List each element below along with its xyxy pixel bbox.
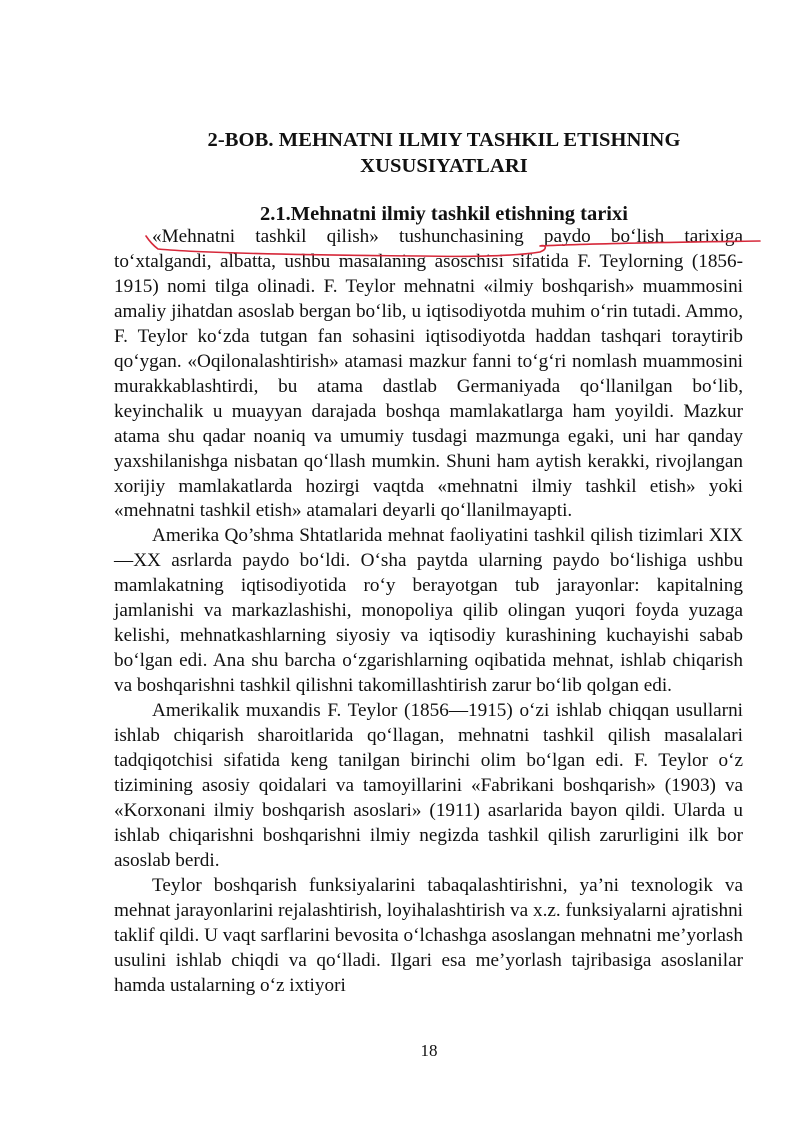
paragraph-2: Amerika Qo’shma Shtatlarida mehnat faoliyatini tashkil qilish tizimlari XIX—XX asrlarda paydo bo‘ldi. O‘sha paytda ularning paydo bo‘lishiga ushbu mamlakatning iqtisodiyotida ro‘y berayotgan tub jarayonlar: kapitalning jamlanishi va markazlashishi, monopoliya qilib olingan yuqori foyda yuzaga kelishi, mehnatkashlarning siyosiy va iqtisodiy kurashining kuchayishi sabab bo‘lgan edi. Ana shu barcha o‘zgarishlarning oqibatida mehnat, ishlab chiqarish va boshqarishni tashkil qilishni takomillashtirish zarur bo‘lib qolgan edi. — [114, 525, 743, 697]
chapter-title — [100, 127, 788, 179]
paragraph-4: Teylor boshqarish funksiyalarini tabaqalashtirishni, ya’ni texnologik va mehnat jarayonlarini rejalashtirish, loyihalashtirish va x.z. funksiyalarni ajratishni taklif qildi. U vaqt sarflarini bevosita o‘lchashga asoslangan mehnatni me’yorlash usulini ishlab chiqdi va qo‘lladi. Ilgari esa me’yorlash tajribasiga asoslanilar hamda ustalarning o‘z ixtiyori — [114, 874, 743, 996]
chapter-title-line-2: XUSUSIYATLARI — [360, 155, 528, 177]
section-title: 2.1.Mehnatni ilmiy tashkil etishning tarixi — [260, 203, 628, 225]
paragraph-1: «Mehnatni tashkil qilish» tushunchasining paydo bo‘lish tarixiga to‘xtalgandi, albatta, ushbu masalaning asoschisi sifatida F. Teylorning (1856-1915) nomi tilga olinadi. F. Teylor mehnatni «ilmiy boshqarish» muammosini amaliy jihatdan asoslab bergan bo‘lib, u iqtisodiyotda muhim o‘rin tutadi. Ammo, F. Teylor ko‘zda tutgan fan sohasini iqtisodiyotda haddan tashqari toraytirib qo‘ygan. «Oqilonalashtirish» atamasi mazkur fanni to‘g‘ri nomlash muammosini murakkablashtirdi, bu atama dastlab Germaniyada qo‘llanilgan bo‘lib, keyinchalik u muayyan darajada boshqa mamlakatlarga ham yoyildi. Mazkur atama shu qadar noaniq va umumiy tusdagi mazmunga egaki, uni har qanday yaxshilanishga nisbatan qo‘llash mumkin. Shuni ham aytish kerakki, rivojlangan xorijiy mamlakatlarda hozirgi vaqtda «mehnatni ilmiy tashkil etish» yoki «mehnatni tashkil etish» atamalari deyarli qo‘llanilmayapti. — [114, 226, 743, 522]
body-text — [114, 225, 743, 999]
chapter-title-line-1: 2-BOB. MEHNATNI ILMIY TASHKIL ETISHNING — [207, 129, 681, 151]
page-number: 18 — [420, 1041, 438, 1060]
paragraph-3: Amerikalik muxandis F. Teylor (1856—1915) o‘zi ishlab chiqqan usullarni ishlab chiqarish sharoitlarida qo‘llagan, mehnatni tashkil qilish masalalari tadqiqotchisi sifatida keng tanilgan birinchi olim bo‘lgan edi. F. Teylor o‘z tizimining asosiy qoidalari va tamoyillarini «Fabrikani boshqarish» (1903) va «Korxonani ilmiy boshqarish asoslari» (1911) asarlarida bayon qildi. Ularda u ishlab chiqarishni boshqarishni ilmiy negizda tashkil qilish zarurligini ilk bor asoslab berdi. — [114, 700, 743, 871]
